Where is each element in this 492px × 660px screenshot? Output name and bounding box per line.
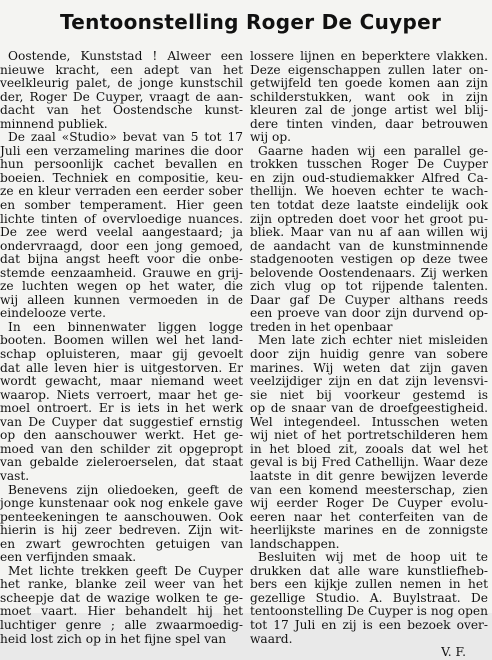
text-line: gezellige Studio. A. Buylstraat. De (250, 590, 488, 605)
text-line: veelkleurig palet, de jonge kunstschil (0, 76, 243, 91)
text-line: drukken dat alle ware kunstliefheb- (250, 563, 488, 578)
text-line: schilderstukken, want ook in zijn (250, 89, 488, 104)
left-column (0, 50, 243, 646)
text-line: stadgenooten vestigen op deze twee (250, 252, 488, 267)
text-line: een proeve van door zijn durvend op- (250, 306, 488, 321)
text-line: geval is bij Fred Cathellijn. Waar deze (250, 455, 488, 470)
text-line: Daar gaf De Cuyper althans reeds (250, 292, 488, 307)
text-line: eeren naar het conterfeiten van de (250, 509, 488, 524)
text-line: vast. (0, 468, 30, 483)
text-line: bliek. Maar van nu af aan willen wij (250, 225, 488, 240)
text-line: schap opluisteren, maar gij gevoelt (0, 347, 243, 362)
text-line: penteekeningen te aanschouwen. Ook (0, 509, 243, 524)
text-line: veelzijdiger zijn en dat zijn levensvi- (250, 374, 488, 389)
text-line: ondervraagd, door een jong gemoed, (0, 238, 243, 253)
text-line: sie niet bij voorkeur gestemd is (250, 387, 488, 402)
right-column (250, 50, 488, 660)
text-line: Besluiten wij met de hoop uit te (258, 550, 488, 565)
text-line: op den aanschouwer werkt. Het ge- (0, 428, 243, 443)
text-line: booten. Boomen willen wel het land- (0, 333, 243, 348)
text-line: belovende Oostendenaars. Zij werken (250, 265, 488, 280)
text-line: hierin is hij zeer bedreven. Zijn wit- (0, 523, 243, 538)
text-line: zich vlug op tot rijpende talenten. (250, 279, 488, 294)
text-line: dat alle leven hier is uitgestorven. Er (0, 360, 243, 375)
text-line: wij eerder Roger De Cuyper evolu- (250, 496, 488, 511)
text-line: marines. Wij weten dat zijn gaven (250, 360, 488, 375)
text-line: wij op. (250, 130, 291, 145)
text-line: heerlijkste marines en de zonnigste (250, 523, 488, 538)
text-line: hun persoonlijk cachet bevallen en (0, 157, 243, 172)
text-line: Men late zich echter niet misleiden (258, 333, 488, 348)
text-line: laatste in dit genre bewijzen leverde (250, 468, 488, 483)
text-line: landschappen. (250, 536, 340, 551)
text-line: ten totdat deze laatste eindelijk ook (250, 198, 488, 213)
text-line: Met lichte trekken geeft De Cuyper (8, 563, 243, 578)
text-line: waard. (250, 631, 293, 646)
text-line: scheepje dat de wazige wolken te ge- (0, 590, 243, 605)
text-line: De zee werd veelal aangestaard; ja (0, 225, 243, 240)
text-line: Gaarne haden wij een parallel ge- (258, 143, 488, 158)
text-line: dat bijna angst heeft voor die onbe- (0, 252, 243, 267)
right-column-text (250, 50, 488, 646)
text-line: nieuwe kracht, een adept van het (0, 62, 243, 77)
text-line: dere tinten vinden, daar betrouwen (250, 116, 488, 131)
text-line: ze en kleur verraden een eerder sober (0, 184, 243, 199)
text-line: een verfijnden smaak. (0, 550, 137, 565)
text-line: de aandacht van de kunstminnende (250, 238, 488, 253)
text-line: wordt gewacht, maar niemand weet (0, 374, 243, 389)
text-line: Wel integendeel. Intusschen weten (250, 414, 488, 429)
text-line: dacht van het Oostendsche kunst- (0, 103, 243, 118)
text-line: in het bloed zit, zooals dat wel het (250, 441, 488, 456)
text-line: trokken tusschen Roger De Cuyper (250, 157, 488, 172)
text-line: door zijn huidig genre van sobere (250, 347, 488, 362)
text-line: wij alleen kunnen vermoeden in de (0, 292, 243, 307)
text-line: het ranke, blanke zeil weer van het (0, 577, 243, 592)
text-line: wij niet of het portretschilderen hem (250, 428, 488, 443)
text-line: stemde eenzaamheid. Grauwe en grij- (0, 265, 243, 280)
author-signature: V. F. (441, 645, 466, 660)
text-line: en zwart gewrochten getuigen van (0, 536, 243, 551)
text-line: treden in het openbaar (250, 319, 393, 334)
text-line: van De Cuyper dat suggestief ernstig (0, 414, 243, 429)
text-line: en zijn oud-studiemakker Alfred Ca- (250, 170, 488, 185)
text-line: moel ontroert. Er is iets in het werk (0, 401, 243, 416)
text-line: zijn optreden doet voor het groot pu- (250, 211, 488, 226)
text-line: tentoonstelling De Cuyper is nog open (250, 604, 488, 619)
text-line: minnend publiek. (0, 116, 108, 131)
text-line: moed van den schilder zit opgepropt (0, 441, 243, 456)
text-line: heid lost zich op in het fijne spel van (0, 631, 227, 646)
text-line: getwijfeld ten goede komen aan zijn (250, 76, 488, 91)
text-line: ze luchten wegen op het water, die (0, 279, 243, 294)
article-headline: Tentoonstelling Roger De Cuyper (60, 10, 442, 34)
text-line: De zaal «Studio» bevat van 5 tot 17 (8, 130, 243, 145)
text-line: kleuren zal de jonge artist wel blij- (250, 103, 488, 118)
text-line: waarop. Niets verroert, maar het ge- (0, 387, 243, 402)
text-line: tot 17 Juli en zij is een bezoek over- (250, 617, 488, 632)
text-line: van een komend meesterschap, zien (250, 482, 488, 497)
text-line: boeien. Techniek en compositie, keu- (0, 170, 243, 185)
text-line: Benevens zijn oliedoeken, geeft de (8, 482, 243, 497)
text-line: Oostende, Kunststad ! Alweer een (8, 49, 243, 63)
text-line: lichte tinten of overvloedige nuances. (0, 211, 243, 226)
text-line: lossere lijnen en beperktere vlakken. (250, 49, 488, 63)
text-line: eindelooze verte. (0, 306, 106, 321)
text-line: jonge kunstenaar ook nog enkele gave (0, 496, 243, 511)
text-line: Deze eigenschappen zullen later on- (250, 62, 488, 77)
text-line: der, Roger De Cuyper, vraagt de aan- (0, 89, 243, 104)
text-line: bers een kijkje zullen nemen in het (250, 577, 488, 592)
text-line: van gebalde zieleroerselen, dat staat (0, 455, 243, 470)
text-line: op de snaar van de droefgeestigheid. (250, 401, 488, 416)
text-line: luchtiger genre ; alle zwaarmoedig- (0, 617, 243, 632)
text-line: Juli een verzameling marines die door (0, 143, 243, 158)
text-line: thellijn. We hoeven echter te wach- (250, 184, 488, 199)
text-line: en somber temperament. Hier geen (0, 198, 243, 213)
left-column-text (0, 50, 243, 646)
text-line: moet vaart. Hier behandelt hij het (0, 604, 243, 619)
text-line: In een binnenwater liggen logge (8, 319, 243, 334)
